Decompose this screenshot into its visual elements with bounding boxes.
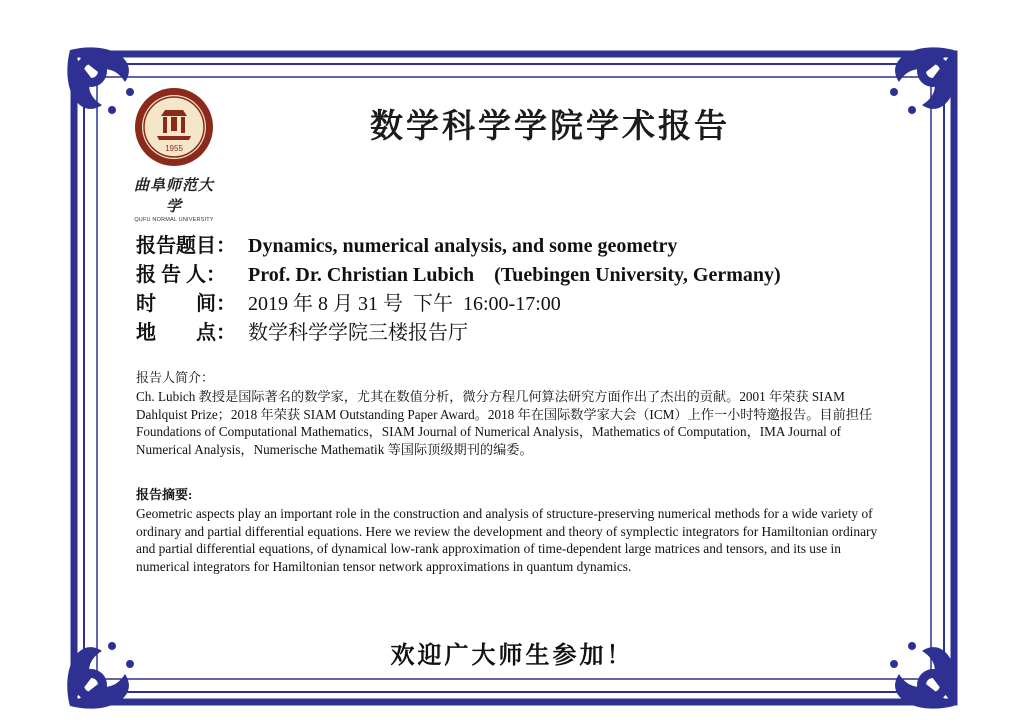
info-row-speaker <box>136 261 781 290</box>
info-value-time: 2019 年 8 月 31 号 下午 16:00-17:00 <box>248 293 561 315</box>
info-row-time <box>136 290 781 319</box>
talk-info <box>136 232 781 348</box>
university-name-cn: 曲阜师范大学 <box>133 176 214 215</box>
info-label: 地 点： <box>136 322 236 344</box>
welcome-message: 欢迎广大师生参加！ <box>390 641 634 669</box>
abstract-heading: 报告摘要: <box>136 487 193 502</box>
info-label: 时 间： <box>136 293 236 315</box>
bio-heading: 报告人简介： <box>136 370 215 385</box>
info-value-location: 数学科学学院三楼报告厅 <box>248 322 468 344</box>
page-title: 数学科学学院学术报告 <box>370 106 730 145</box>
speaker-bio <box>136 367 894 458</box>
talk-abstract <box>136 484 894 575</box>
emblem-year: 1955 <box>165 144 183 153</box>
bio-text: Ch. Lubich 教授是国际著名的数学家，尤其在数值分析，微分方程几何算法研究方面作出了杰出的贡献。2001 年荣获 SIAM Dahlquist Prize；2018 年荣获 SIAM Outstanding Paper Award。2018 年在国际数学家大会（ICM）上作一小时特邀报告。目前担任 Foundations of Computational Mathematics，SIAM Journal of Numerical Analysis，Mathematics of Computation，IMA Journal of Numerical Analysis，Numerische Mathematik 等国际顶级期刊的编委。 <box>136 389 873 457</box>
abstract-text: Geometric aspects play an important role in the construction and analysis of structure-preserving numerical methods for a wide variety of ordinary and partial differential equations. Here we review the development and theory of symplectic integrators for Hamiltonian ordinary and partial differential equations, of dynamical low-rank approximation of time-dependent large matrices and tensors, and its use in numerical integrators for Hamiltonian tensor network approximations in quantum dynamics. <box>136 506 878 574</box>
info-label: 报 告 人： <box>136 264 226 286</box>
info-row-location <box>136 319 781 348</box>
university-name-en: QUFU NORMAL UNIVERSITY <box>134 217 214 223</box>
info-value-speaker: Prof. Dr. Christian Lubich (Tuebingen University, Germany) <box>248 264 781 286</box>
info-value-topic: Dynamics, numerical analysis, and some geometry <box>248 235 678 257</box>
info-label: 报告题目： <box>136 235 236 257</box>
info-row-topic <box>136 232 781 261</box>
